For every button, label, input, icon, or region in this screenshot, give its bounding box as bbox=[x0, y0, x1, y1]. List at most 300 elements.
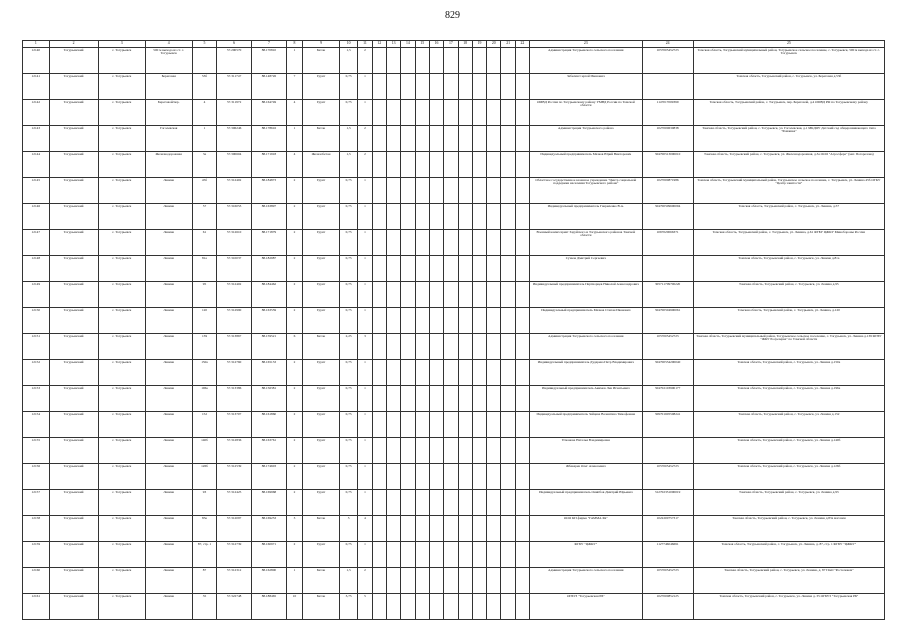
table-cell: 120 bbox=[192, 308, 217, 334]
table-cell: 88.160971 bbox=[252, 542, 287, 568]
table-row bbox=[23, 568, 885, 594]
table-cell: 2 bbox=[358, 48, 372, 74]
table-cell: 12147 bbox=[23, 230, 50, 256]
column-header: 24 bbox=[642, 41, 693, 48]
column-header: 17 bbox=[444, 41, 458, 48]
table-cell: 12155 bbox=[23, 438, 50, 464]
table-cell bbox=[515, 568, 529, 594]
table-cell: 0,75 bbox=[339, 412, 357, 438]
table-cell bbox=[401, 386, 415, 412]
table-cell bbox=[472, 360, 486, 386]
table-cell bbox=[429, 204, 443, 230]
table-cell: Тогурьевский bbox=[49, 542, 98, 568]
table-cell: 57.312402 bbox=[217, 178, 252, 204]
table-cell: с. Тогурьевск bbox=[98, 438, 145, 464]
table-cell: 1 bbox=[358, 464, 372, 490]
table-cell: Тогурьевский bbox=[49, 386, 98, 412]
table-cell: Томская область, Тогурьевский муниципальный район, Тогурьевское сельское поселение, с. Тогурьевск, ул. Ленина 45б ОГКУ "Центр занятости" bbox=[693, 178, 884, 204]
table-cell bbox=[372, 204, 386, 230]
table-cell bbox=[501, 464, 515, 490]
table-cell: 2 bbox=[286, 360, 302, 386]
table-cell: 2 bbox=[286, 282, 302, 308]
table-cell bbox=[386, 178, 400, 204]
table-cell: 88.184462 bbox=[252, 282, 287, 308]
table-cell bbox=[386, 360, 400, 386]
table-cell: 57.313867 bbox=[217, 334, 252, 360]
table-cell: 88.162800 bbox=[252, 568, 287, 594]
table-cell: Администрация Тогурьевского сельского поселения bbox=[530, 568, 642, 594]
table-cell bbox=[444, 464, 458, 490]
table-cell: Грунт bbox=[303, 412, 340, 438]
table-cell: 1 bbox=[192, 126, 217, 152]
table-cell: 196а bbox=[192, 386, 217, 412]
table-cell: 10 bbox=[286, 594, 302, 620]
table-cell: 45б bbox=[192, 178, 217, 204]
table-cell bbox=[386, 334, 400, 360]
table-cell: с. Тогурьевск bbox=[98, 230, 145, 256]
table-cell bbox=[386, 412, 400, 438]
table-cell: 1 bbox=[358, 412, 372, 438]
table-cell: 12151 bbox=[23, 334, 50, 360]
table-cell: Томская область, Тогурьевский район, с. Тогурьевск, ул. Ленина, д. 87, стр. 1 ФГБУ "ЦЖКУ" bbox=[693, 542, 884, 568]
table-cell: Тогурьевский bbox=[49, 48, 98, 74]
table-cell: 0,75 bbox=[339, 282, 357, 308]
table-cell bbox=[487, 438, 501, 464]
table-cell: 1057005452723 bbox=[642, 568, 693, 594]
table-cell: Забелин Сергей Иванович bbox=[530, 74, 642, 100]
table-cell: 1 bbox=[358, 386, 372, 412]
column-header: 6 bbox=[217, 41, 252, 48]
table-cell bbox=[401, 126, 415, 152]
table-cell: Тогурьевский bbox=[49, 568, 98, 594]
table-cell: 1 bbox=[358, 308, 372, 334]
table-cell bbox=[515, 282, 529, 308]
table-cell: Тогурьевский bbox=[49, 412, 98, 438]
table-cell: 88.188465 bbox=[252, 594, 287, 620]
table-cell bbox=[372, 334, 386, 360]
table-cell: Администрация Тогурьевского сельского поселения bbox=[530, 48, 642, 74]
table-cell bbox=[458, 204, 472, 230]
table-cell bbox=[472, 386, 486, 412]
table-cell: с. Тогурьевск bbox=[98, 334, 145, 360]
table-cell bbox=[401, 256, 415, 282]
column-header: 18 bbox=[458, 41, 472, 48]
table-cell: 150а bbox=[192, 360, 217, 386]
table-cell bbox=[515, 594, 529, 620]
table-cell: 7 bbox=[286, 74, 302, 100]
table-cell: 1 bbox=[286, 126, 302, 152]
table-row bbox=[23, 438, 885, 464]
table-cell: Тогурьевский bbox=[49, 100, 98, 126]
table-cell bbox=[487, 490, 501, 516]
table-cell: 12149 bbox=[23, 282, 50, 308]
table-cell: 4 bbox=[286, 100, 302, 126]
table-cell: 1057005452723 bbox=[642, 464, 693, 490]
table-cell bbox=[458, 360, 472, 386]
table-cell: Ленина bbox=[145, 594, 192, 620]
table-cell bbox=[458, 230, 472, 256]
table-cell: Томская область, Тогурьевский район, с. Тогурьевск, ул. Ленина, д.61 ФГБУ ЦЖКУ Минобороны России bbox=[693, 230, 884, 256]
table-cell bbox=[501, 360, 515, 386]
table-cell: 57.312402 bbox=[217, 282, 252, 308]
table-cell: Ленина bbox=[145, 230, 192, 256]
table-cell bbox=[515, 230, 529, 256]
table-cell: ООО КП фирма "ГАММА РА" bbox=[530, 516, 642, 542]
table-cell: 0,75 bbox=[339, 204, 357, 230]
table-cell: Грунт bbox=[303, 256, 340, 282]
table-cell: 2 bbox=[286, 230, 302, 256]
table-cell bbox=[501, 334, 515, 360]
table-cell bbox=[401, 412, 415, 438]
table-cell: 12156 bbox=[23, 464, 50, 490]
table-cell bbox=[515, 412, 529, 438]
table-row bbox=[23, 334, 885, 360]
table-row bbox=[23, 100, 885, 126]
table-cell bbox=[487, 412, 501, 438]
table-cell: 2,25 bbox=[339, 334, 357, 360]
table-cell: 88.184873 bbox=[252, 178, 287, 204]
table-cell: 6 bbox=[286, 334, 302, 360]
table-cell bbox=[487, 360, 501, 386]
table-cell bbox=[401, 360, 415, 386]
table-cell bbox=[401, 438, 415, 464]
table-cell: Грунт bbox=[303, 386, 340, 412]
table-cell bbox=[386, 594, 400, 620]
table-cell bbox=[429, 490, 443, 516]
table-cell bbox=[444, 360, 458, 386]
table-cell: Грунт bbox=[303, 100, 340, 126]
table-cell bbox=[458, 568, 472, 594]
table-cell bbox=[642, 74, 693, 100]
table-cell bbox=[642, 438, 693, 464]
table-cell: 0,75 bbox=[339, 438, 357, 464]
table-cell bbox=[458, 152, 472, 178]
table-cell: 1057005452723 bbox=[642, 48, 693, 74]
table-cell: Администрация Тогурьевского района bbox=[530, 126, 642, 152]
table-cell: 0,75 bbox=[339, 100, 357, 126]
table-cell: Бетон bbox=[303, 516, 340, 542]
table-cell: 88.165133 bbox=[252, 360, 287, 386]
table-cell: с. Тогурьевск bbox=[98, 282, 145, 308]
table-cell bbox=[501, 178, 515, 204]
table-cell: 2 bbox=[358, 568, 372, 594]
table-cell bbox=[415, 230, 429, 256]
table-cell: Томская область, Тогурьевский муниципальный район, Тогурьевское сельское поселение, с. Тогурьевск, 500 м выхода из ст. с. Тогурьевск bbox=[693, 48, 884, 74]
column-header: 13 bbox=[386, 41, 400, 48]
table-cell: Ленина bbox=[145, 542, 192, 568]
table-cell: 304700509600094 bbox=[642, 204, 693, 230]
table-cell bbox=[415, 308, 429, 334]
table-cell bbox=[386, 100, 400, 126]
table-cell: Береговой/пер. bbox=[145, 100, 192, 126]
table-cell: Тогурьевский bbox=[49, 308, 98, 334]
table-cell: Грунт bbox=[303, 178, 340, 204]
table-cell: с. Тогурьевск bbox=[98, 152, 145, 178]
table-row bbox=[23, 542, 885, 568]
table-cell: Областное государственное казенное учреждение "Центр социальной поддержки населения Тогурьевского района" bbox=[530, 178, 642, 204]
table-cell bbox=[415, 256, 429, 282]
table-cell bbox=[401, 230, 415, 256]
table-cell: 3 bbox=[339, 516, 357, 542]
table-cell bbox=[472, 490, 486, 516]
table-cell: Грунт bbox=[303, 282, 340, 308]
table-cell: Томская область, Тогурьевский район, с. Тогурьевск, ул. Ленина д.140б bbox=[693, 438, 884, 464]
table-cell bbox=[444, 412, 458, 438]
table-cell bbox=[487, 516, 501, 542]
table-cell bbox=[501, 74, 515, 100]
table-cell: 4 bbox=[286, 152, 302, 178]
table-cell: 57 bbox=[192, 204, 217, 230]
table-cell: 88.169253 bbox=[252, 516, 287, 542]
table-cell bbox=[515, 100, 529, 126]
table-cell: 1 bbox=[358, 438, 372, 464]
table-cell bbox=[515, 256, 529, 282]
table-cell bbox=[444, 204, 458, 230]
table-cell bbox=[487, 230, 501, 256]
table-cell: 2 bbox=[286, 490, 302, 516]
table-cell: 88.163559 bbox=[252, 308, 287, 334]
table-row bbox=[23, 152, 885, 178]
table-cell bbox=[515, 178, 529, 204]
table-row bbox=[23, 360, 885, 386]
table-cell bbox=[444, 438, 458, 464]
table-cell: 87, стр. 1 bbox=[192, 542, 217, 568]
table-cell: 12161 bbox=[23, 594, 50, 620]
table-cell bbox=[642, 256, 693, 282]
table-cell: 1 bbox=[358, 490, 372, 516]
table-cell bbox=[415, 490, 429, 516]
table-cell: ОГБУЗ "Тогурьевская РБ" bbox=[530, 594, 642, 620]
table-cell bbox=[415, 360, 429, 386]
table-cell: 88.169968 bbox=[252, 490, 287, 516]
table-cell bbox=[487, 74, 501, 100]
table-cell: 0,75 bbox=[339, 308, 357, 334]
table-cell bbox=[444, 386, 458, 412]
table-cell: 2 bbox=[286, 542, 302, 568]
table-cell bbox=[458, 464, 472, 490]
table-cell: Томская область, Тогурьевский район, с. Тогурьевск, ул. Ленина, д.57 bbox=[693, 204, 884, 230]
table-cell: 57.316053 bbox=[217, 204, 252, 230]
table-cell: Береговая bbox=[145, 74, 192, 100]
table-cell bbox=[458, 100, 472, 126]
table-cell: ФГБУ "ЦЖКУ" bbox=[530, 542, 642, 568]
table-cell: 61 bbox=[192, 230, 217, 256]
table-cell bbox=[458, 386, 472, 412]
table-cell: 12142 bbox=[23, 100, 50, 126]
table-cell bbox=[501, 412, 515, 438]
table-cell: с. Тогурьевск bbox=[98, 386, 145, 412]
table-cell: 2 bbox=[286, 438, 302, 464]
table-cell bbox=[372, 178, 386, 204]
table-cell bbox=[372, 568, 386, 594]
table-cell bbox=[515, 360, 529, 386]
table-cell: с. Тогурьевск bbox=[98, 256, 145, 282]
table-cell: 57.312610 bbox=[217, 230, 252, 256]
table-cell bbox=[415, 594, 429, 620]
table-cell: 88.182987 bbox=[252, 256, 287, 282]
table-cell: 2 bbox=[286, 412, 302, 438]
table-cell bbox=[472, 542, 486, 568]
table-cell bbox=[487, 48, 501, 74]
table-row bbox=[23, 48, 885, 74]
table-cell bbox=[501, 594, 515, 620]
table-cell: 57.312539 bbox=[217, 464, 252, 490]
table-cell: 12150 bbox=[23, 308, 50, 334]
table-row bbox=[23, 386, 885, 412]
table-cell: 12144 bbox=[23, 152, 50, 178]
table-row bbox=[23, 464, 885, 490]
table-cell bbox=[472, 568, 486, 594]
table-cell: 304702103900177 bbox=[642, 386, 693, 412]
table-cell bbox=[472, 412, 486, 438]
table-cell: 57.312836 bbox=[217, 438, 252, 464]
table-cell: с. Тогурьевск bbox=[98, 516, 145, 542]
table-cell: Бетон bbox=[303, 334, 340, 360]
table-cell: 1027000630838 bbox=[642, 126, 693, 152]
table-cell bbox=[429, 152, 443, 178]
table-cell: 1127746046691 bbox=[642, 542, 693, 568]
table-cell: 4 bbox=[192, 100, 217, 126]
table-cell: 0,75 bbox=[339, 74, 357, 100]
table-cell bbox=[515, 542, 529, 568]
table-cell: Тогурьевский bbox=[49, 282, 98, 308]
table-cell bbox=[415, 438, 429, 464]
table-cell bbox=[429, 386, 443, 412]
table-cell: Томская область, Тогурьевский район, с. Тогурьевск, ул. Ленина, д. 87 ПАО "Ростелеком" bbox=[693, 568, 884, 594]
table-cell bbox=[192, 48, 217, 74]
table-cell bbox=[458, 438, 472, 464]
table-cell: 88.178616 bbox=[252, 126, 287, 152]
table-cell: Ленина bbox=[145, 490, 192, 516]
table-cell: ОМВД России по Тогурьевскому району УМВД России по Томской области bbox=[530, 100, 642, 126]
table-cell: 88.171879 bbox=[252, 230, 287, 256]
table-cell: Тогурьевский bbox=[49, 516, 98, 542]
table-cell bbox=[472, 334, 486, 360]
table-cell: Индивидуальный предприниматель Дударева Петр Владимирович bbox=[530, 360, 642, 386]
table-cell: Ленина bbox=[145, 282, 192, 308]
table-cell: 57.306246 bbox=[217, 126, 252, 152]
table-cell: с. Тогурьевск bbox=[98, 542, 145, 568]
table-cell: Железобетон bbox=[303, 152, 340, 178]
table-cell bbox=[386, 464, 400, 490]
column-header: 9 bbox=[303, 41, 340, 48]
table-cell: 1027000852125 bbox=[642, 594, 693, 620]
table-row bbox=[23, 490, 885, 516]
table-cell bbox=[472, 204, 486, 230]
table-cell bbox=[472, 438, 486, 464]
table-cell: 12154 bbox=[23, 412, 50, 438]
table-cell bbox=[444, 334, 458, 360]
table-cell bbox=[444, 178, 458, 204]
table-cell bbox=[372, 48, 386, 74]
table-cell: Тогурьевский bbox=[49, 204, 98, 230]
column-header: 1 bbox=[23, 41, 50, 48]
table-cell: 57.310037 bbox=[217, 256, 252, 282]
table-cell: Железнодорожная bbox=[145, 152, 192, 178]
table-cell bbox=[444, 568, 458, 594]
table-cell: с. Тогурьевск bbox=[98, 178, 145, 204]
table-cell: Тогурьевский bbox=[49, 126, 98, 152]
table-cell bbox=[372, 230, 386, 256]
table-cell: Грунт bbox=[303, 438, 340, 464]
table-cell: 12141 bbox=[23, 74, 50, 100]
table-cell: 1,5 bbox=[339, 152, 357, 178]
table-cell: 12152 bbox=[23, 360, 50, 386]
table-cell: Администрация Тогурьевского сельского поселения bbox=[530, 334, 642, 360]
table-cell: Грунт bbox=[303, 464, 340, 490]
table-cell: Грунт bbox=[303, 360, 340, 386]
table-cell bbox=[501, 282, 515, 308]
table-cell: 81а bbox=[192, 256, 217, 282]
table-cell bbox=[415, 152, 429, 178]
table-cell: 1 bbox=[286, 568, 302, 594]
table-cell bbox=[515, 48, 529, 74]
table-cell: 12159 bbox=[23, 542, 50, 568]
column-header: 2 bbox=[49, 41, 98, 48]
table-cell bbox=[401, 100, 415, 126]
table-cell: Ленина bbox=[145, 334, 192, 360]
table-cell: Ленина bbox=[145, 360, 192, 386]
table-cell bbox=[501, 48, 515, 74]
table-cell: Томская область, Тогурьевский район, с. Тогурьевск, пер. Береговой, д.4 ОМВД РФ по Тогурьевскому району bbox=[693, 100, 884, 126]
table-cell bbox=[515, 490, 529, 516]
table-cell bbox=[487, 100, 501, 126]
table-cell bbox=[501, 152, 515, 178]
table-cell bbox=[415, 412, 429, 438]
table-cell bbox=[501, 256, 515, 282]
table-cell bbox=[415, 126, 429, 152]
page-number: 829 bbox=[445, 10, 460, 21]
table-cell bbox=[487, 204, 501, 230]
table-cell: 2 bbox=[286, 464, 302, 490]
table-cell: Бетон bbox=[303, 594, 340, 620]
table-cell: 500 м выхода из ст. с. Тогурьевск bbox=[145, 48, 192, 74]
table-cell bbox=[515, 152, 529, 178]
table-cell bbox=[444, 152, 458, 178]
table-cell: 2 bbox=[286, 256, 302, 282]
table-cell: Томская область, Тогурьевский район, с. Тогурьевск, ул. Ленина д.93 bbox=[693, 490, 884, 516]
table-cell: 312702331000019 bbox=[642, 490, 693, 516]
table-cell bbox=[487, 178, 501, 204]
table-cell bbox=[501, 568, 515, 594]
table-cell: Томская область, Тогурьевский район, с. Тогурьевск, ул. Ленина д.152 bbox=[693, 412, 884, 438]
table-cell: с. Тогурьевск bbox=[98, 464, 145, 490]
table-cell: 2 bbox=[358, 126, 372, 152]
table-cell bbox=[472, 48, 486, 74]
table-cell: Томская область, Тогурьевский район, с. Тогурьевск, ул. Ленина д.196а bbox=[693, 386, 884, 412]
table-cell bbox=[487, 152, 501, 178]
table-cell bbox=[386, 308, 400, 334]
table-cell: Бетон bbox=[303, 568, 340, 594]
table-cell bbox=[401, 568, 415, 594]
table-cell: 12157 bbox=[23, 490, 50, 516]
table-cell: Тогурьевский bbox=[49, 74, 98, 100]
table-cell: 87 bbox=[192, 568, 217, 594]
table-cell: Томская область, Тогурьевский район, с. Тогурьевск, ул. Ленина д.126б bbox=[693, 464, 884, 490]
table-cell: 1,5 bbox=[339, 48, 357, 74]
table-cell bbox=[472, 594, 486, 620]
table-cell bbox=[487, 282, 501, 308]
table-cell bbox=[415, 178, 429, 204]
column-header: 25 bbox=[693, 41, 884, 48]
table-cell bbox=[515, 438, 529, 464]
table-cell bbox=[444, 48, 458, 74]
table-cell: Индивидуальный предприниматель Онипбов Дмитрий Юрьевич bbox=[530, 490, 642, 516]
table-cell: Тогурьевский bbox=[49, 438, 98, 464]
table-cell: Гоголевская bbox=[145, 126, 192, 152]
table-cell bbox=[372, 74, 386, 100]
table-cell: 1 bbox=[358, 100, 372, 126]
